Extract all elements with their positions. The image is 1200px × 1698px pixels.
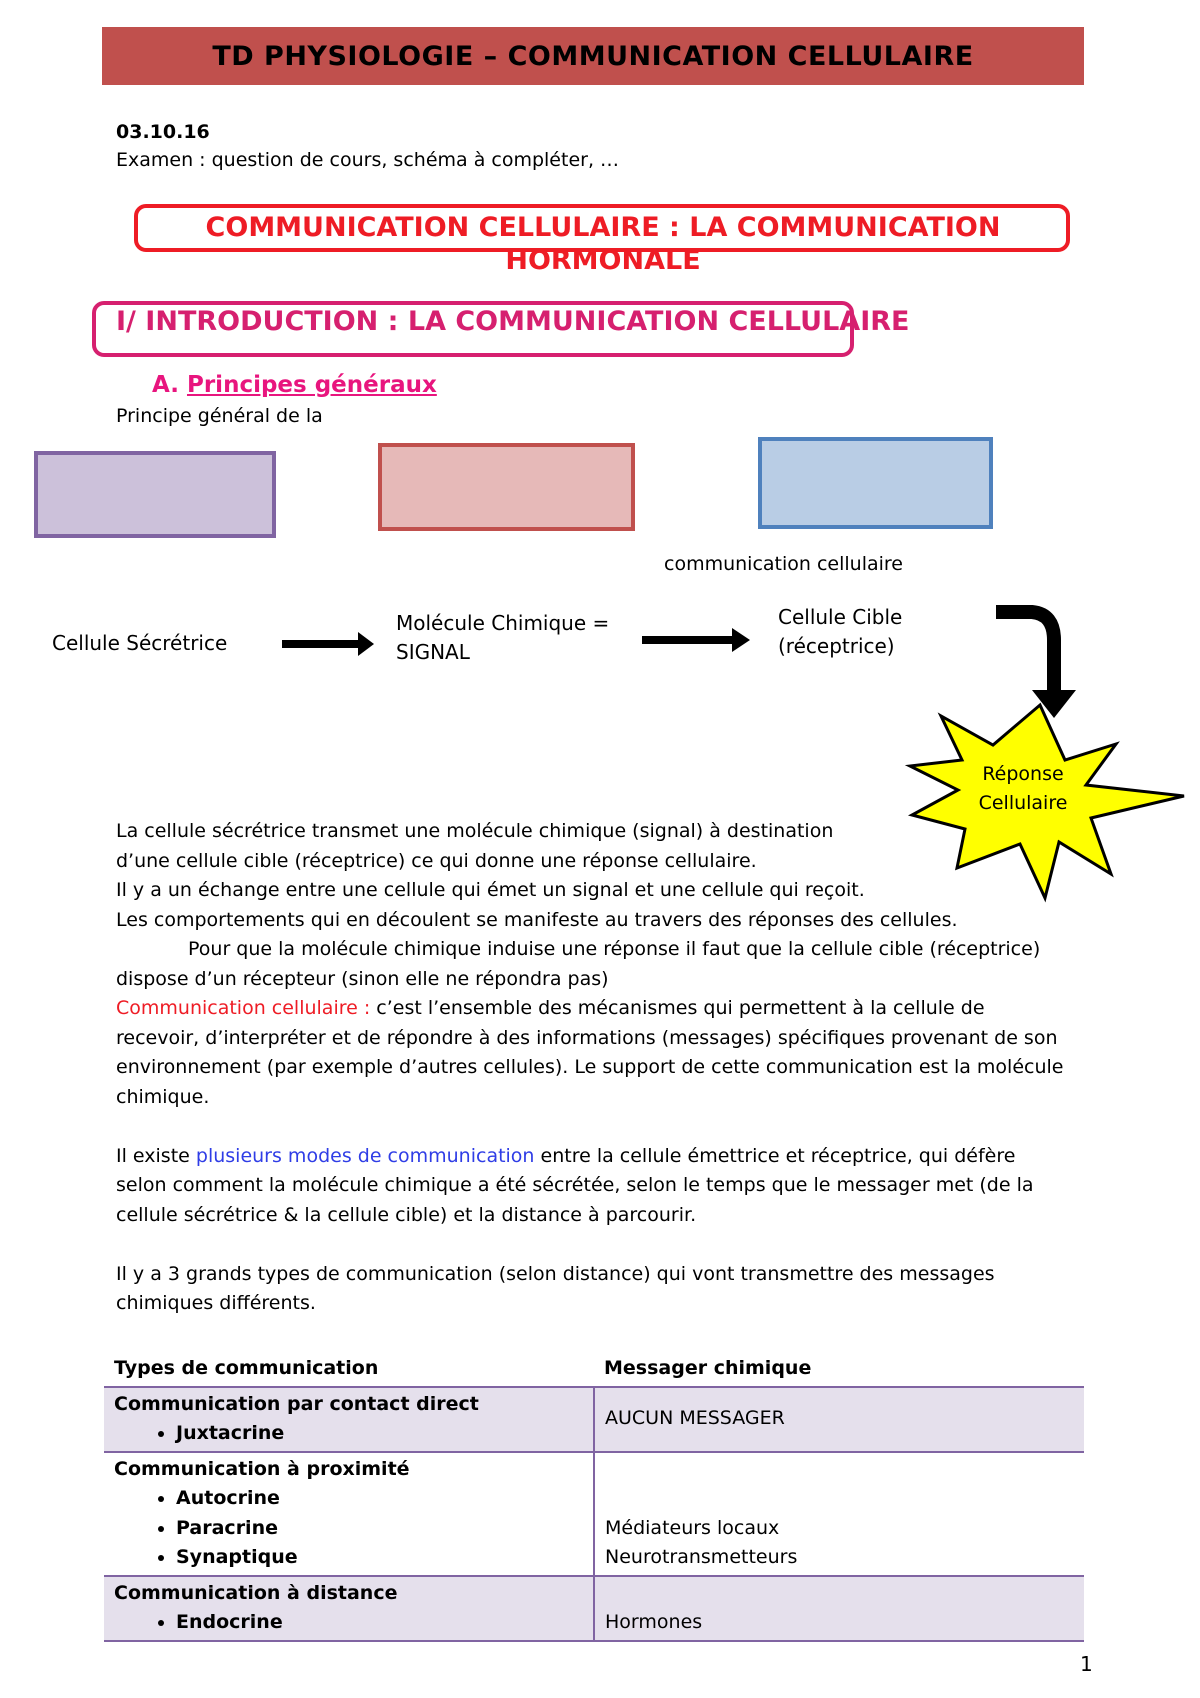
table-header: Messager chimique — [604, 1357, 812, 1379]
subsection-letter: A. — [152, 372, 179, 398]
response-label: Réponse Cellulaire — [978, 763, 1068, 814]
table-row: Communication à proximité • Autocrine • Paracrine • Synaptique Médiateurs locaux Neurotransmetteurs — [104, 1452, 1084, 1576]
table-row: Communication à distance • Endocrine Hormones — [104, 1576, 1084, 1641]
molecule-label: Molécule Chimique = SIGNAL — [396, 611, 610, 664]
communication-types-table — [104, 1352, 1084, 1642]
secretory-cell-label: Cellule Sécrétrice — [52, 631, 228, 655]
definition-line: Communication cellulaire : c’est l’ensemble des mécanismes qui permettent à la cellule de — [116, 997, 985, 1019]
diagram-caption-start: Principe général de la — [116, 405, 323, 427]
chapter-title: COMMUNICATION CELLULAIRE : LA COMMUNICATION HORMONALE — [205, 212, 1001, 276]
diagram-caption-end: communication cellulaire — [664, 553, 903, 575]
arrow-right-icon — [642, 628, 750, 652]
bent-arrow-down-icon — [996, 612, 1076, 718]
date: 03.10.16 — [116, 121, 210, 143]
section-title: I/ INTRODUCTION : LA COMMUNICATION CELLULAIRE — [116, 306, 910, 337]
definition-term: Communication cellulaire : — [116, 997, 371, 1019]
table-header: Types de communication — [114, 1357, 379, 1379]
exam-note: Examen : question de cours, schéma à compléter, … — [116, 149, 620, 171]
modes-term: plusieurs modes de communication — [195, 1144, 535, 1167]
arrow-right-icon — [282, 632, 374, 656]
table-row: Communication par contact direct • Juxtacrine AUCUN MESSAGER — [104, 1387, 1084, 1452]
page-number: 1 — [1080, 1652, 1093, 1676]
body-paragraphs: La cellule sécrétrice transmet une molécule chimique (signal) à destination d’une cellule cible (réceptrice) ce qui donne une réponse cellulaire. Il y a un échange entre une cellule qui émet un signal et une cellule qui reçoit. Les comportements qui en découlent se manifeste au travers des réponses des cellules. Pour que la molécule chimique induise une réponse il faut que la cellule cible (réceptrice) dispose d’un récepteur (sinon elle ne répondra pas) Communication cellulaire : c’est l’ensemble des mécanismes qui permettent à la cellule de recevoir, d’interpréter et de répondre à des informations (messages) spécifiques provenant de son environnement (par exemple d’autres cellules). Le support de cette communication est la molécule chimique. Il existe plusieurs modes de communication entre la cellule émettrice et réceptrice, qui défère selon comment la molécule chimique a été sécrétée, selon le temps que le messager met (de la cellule sécrétrice & la cellule cible) et la distance à parcourir. Il y a 3 grands types de communication (selon distance) qui vont transmettre des messages chimiques différents. — [116, 817, 1096, 1319]
document-title: TD PHYSIOLOGIE – COMMUNICATION CELLULAIRE — [212, 40, 974, 72]
subsection-name: Principes généraux — [186, 372, 437, 398]
target-cell-label: Cellule Cible (réceptrice) — [778, 605, 903, 658]
